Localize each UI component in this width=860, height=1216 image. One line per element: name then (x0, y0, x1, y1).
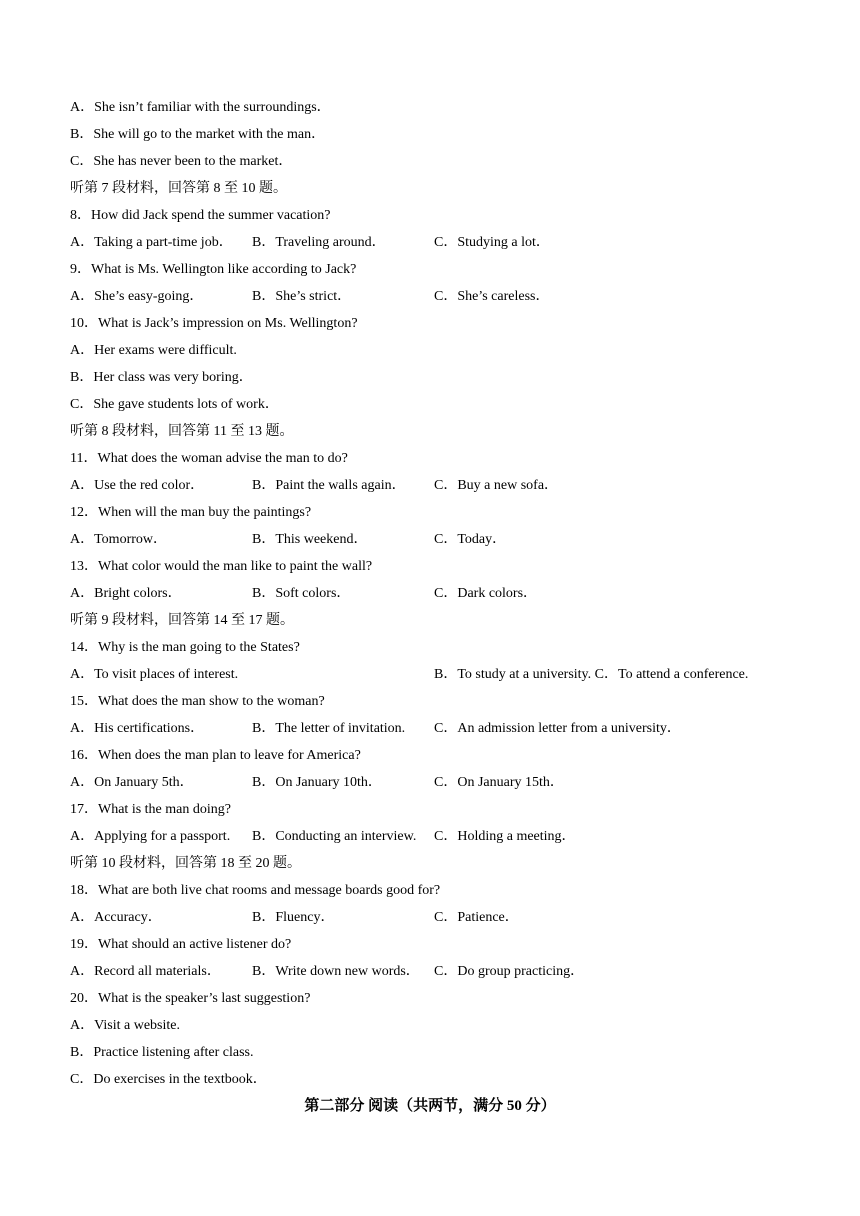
answer-option: B．Soft colors． (252, 586, 351, 601)
question-label: 15．What does the man show to the woman? (70, 694, 325, 709)
answer-option-line (0, 1066, 860, 1093)
line-text: 听第 8 段材料，回答第 11 至 13 题。 (70, 424, 294, 439)
answer-option: A．Use the red color． (70, 478, 205, 493)
answer-option: C．Dark colors． (434, 586, 538, 601)
answer-option: B．Conducting an interview. (252, 829, 417, 844)
line-text: C．She has never been to the market． (70, 154, 293, 169)
answer-option: C．On January 15th． (434, 775, 564, 790)
question-text (0, 877, 860, 904)
question-text (0, 796, 860, 823)
question-label: 10．What is Jack’s impression on Ms. Wellington? (70, 316, 358, 331)
option-row (0, 472, 860, 499)
question-label: 12．When will the man buy the paintings? (70, 505, 312, 520)
question-text (0, 985, 860, 1012)
answer-option-line (0, 1012, 860, 1039)
answer-option: A．To visit places of interest. (70, 667, 239, 682)
answer-option-line (0, 148, 860, 175)
question-label: 16．When does the man plan to leave for America? (70, 748, 361, 763)
question-label: 14．Why is the man going to the States? (70, 640, 300, 655)
answer-option-line (0, 391, 860, 418)
question-label: 19．What should an active listener do? (70, 937, 292, 952)
line-text: C．Do exercises in the textbook． (70, 1072, 267, 1087)
answer-option: B．Write down new words． (252, 964, 420, 979)
line-text: B．She will go to the market with the man． (70, 127, 326, 142)
answer-option: C．Patience． (434, 910, 519, 925)
section-instruction (0, 418, 860, 445)
question-text (0, 256, 860, 283)
answer-option: B．On January 10th． (252, 775, 382, 790)
answer-option: C．Do group practicing． (434, 964, 585, 979)
question-text (0, 553, 860, 580)
answer-option: A．Applying for a passport. (70, 829, 231, 844)
question-label: 8．How did Jack spend the summer vacation? (70, 208, 331, 223)
answer-option: B．She’s strict． (252, 289, 352, 304)
question-label: 18．What are both live chat rooms and message boards good for? (70, 883, 441, 898)
line-text: B．Practice listening after class. (70, 1045, 254, 1060)
answer-option: C．Studying a lot． (434, 235, 550, 250)
section-instruction (0, 850, 860, 877)
answer-option: C．An admission letter from a university． (434, 721, 681, 736)
question-label: 11．What does the woman advise the man to do? (70, 451, 348, 466)
question-label: 13．What color would the man like to paint the wall? (70, 559, 373, 574)
question-text (0, 499, 860, 526)
answer-option: A．Accuracy． (70, 910, 162, 925)
answer-option: A．Bright colors． (70, 586, 182, 601)
line-text: B．Her class was very boring． (70, 370, 253, 385)
answer-option: B．This weekend． (252, 532, 368, 547)
section-instruction (0, 175, 860, 202)
line-text: A．Visit a website. (70, 1018, 180, 1033)
answer-option: A．Record all materials． (70, 964, 221, 979)
option-row (0, 715, 860, 742)
answer-option: C．Today． (434, 532, 507, 547)
answer-option: C．Holding a meeting． (434, 829, 576, 844)
line-text: 听第 10 段材料，回答第 18 至 20 题。 (70, 856, 301, 871)
line-text: 听第 7 段材料，回答第 8 至 10 题。 (70, 181, 287, 196)
option-row (0, 526, 860, 553)
answer-option: B．The letter of invitation. (252, 721, 406, 736)
answer-option: A．Tomorrow． (70, 532, 168, 547)
answer-option-line (0, 337, 860, 364)
question-label: 17．What is the man doing? (70, 802, 231, 817)
option-row (0, 823, 860, 850)
answer-option: A．On January 5th． (70, 775, 194, 790)
option-row (0, 229, 860, 256)
line-text: C．She gave students lots of work． (70, 397, 279, 412)
answer-option: A．Taking a part-time job． (70, 235, 233, 250)
question-label: 9．What is Ms. Wellington like according to Jack? (70, 262, 357, 277)
answer-option: A．She’s easy-going． (70, 289, 204, 304)
answer-option: C．She’s careless． (434, 289, 550, 304)
option-row (0, 283, 860, 310)
line-text: 听第 9 段材料，回答第 14 至 17 题。 (70, 613, 294, 628)
answer-option: A．His certifications． (70, 721, 205, 736)
option-row (0, 661, 860, 688)
line-text: A．Her exams were difficult. (70, 343, 237, 358)
question-text (0, 310, 860, 337)
exam-page (0, 94, 860, 1120)
answer-option: B．Paint the walls again． (252, 478, 406, 493)
section-instruction (0, 607, 860, 634)
answer-option-line (0, 94, 860, 121)
answer-option: B．Traveling around． (252, 235, 386, 250)
answer-option-line (0, 364, 860, 391)
option-row (0, 769, 860, 796)
question-text (0, 202, 860, 229)
question-text (0, 931, 860, 958)
question-text (0, 445, 860, 472)
question-label: 20．What is the speaker’s last suggestion? (70, 991, 311, 1006)
option-row (0, 580, 860, 607)
answer-option-line (0, 1039, 860, 1066)
answer-option-line (0, 121, 860, 148)
question-text (0, 742, 860, 769)
option-row (0, 904, 860, 931)
answer-option: B．To study at a university. C．To attend a conference. (434, 667, 749, 682)
answer-option: B．Fluency． (252, 910, 335, 925)
question-text (0, 688, 860, 715)
part-two-heading: 第二部分 阅读（共两节，满分 50 分） (304, 1098, 556, 1114)
line-text: A．She isn’t familiar with the surroundings． (70, 100, 331, 115)
answer-option: C．Buy a new sofa． (434, 478, 559, 493)
option-row (0, 958, 860, 985)
question-text (0, 634, 860, 661)
